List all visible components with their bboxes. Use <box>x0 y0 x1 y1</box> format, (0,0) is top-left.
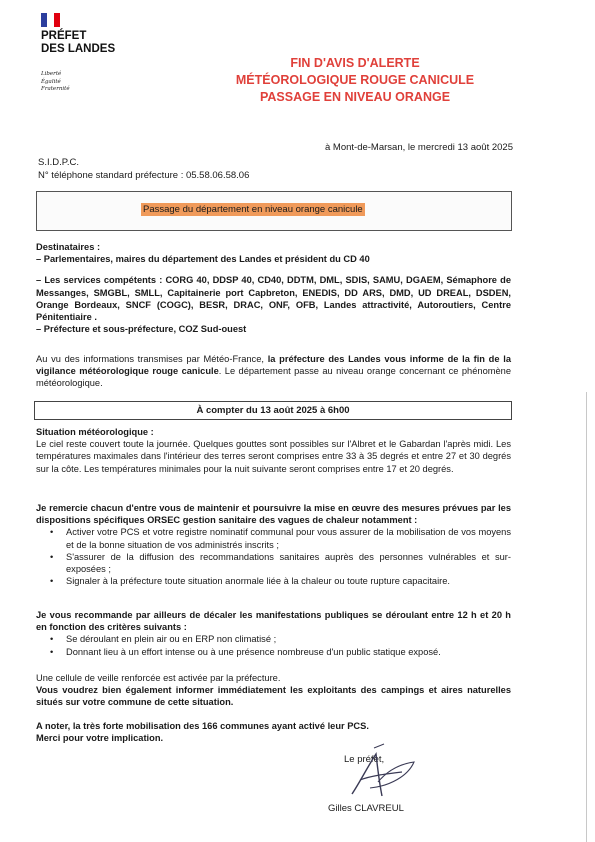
republic-motto <box>41 71 70 94</box>
document-title <box>150 55 560 106</box>
list-item: • Activer votre PCS et votre registre nominatif communal pour vous assurer de la mobilisation de vos moyens et de la bonne situation de vos administrés inscrits ; <box>36 526 511 550</box>
measures-list <box>36 526 511 587</box>
recipients-heading: Destinataires : <box>36 242 101 252</box>
thanks-line: Merci pour votre implication. <box>36 732 164 743</box>
recipients-prefecture: – Préfecture et sous-préfecture, COZ Sud-ouest <box>36 324 247 335</box>
motto-fraternite: Fraternité <box>41 86 70 92</box>
campings-instruction: Vous voudrez bien également informer immédiatement les exploitants des campings et aires naturelles situés sur votre commune de cette situation. <box>36 685 511 708</box>
prefecture-name <box>41 30 115 56</box>
intro-part2: la préfecture des Landes vous informe de la fin de la vigilance météorologique rouge canicule <box>36 354 512 377</box>
intro-part3: . Le département passe au niveau orange concernant ce phénomène météorologique. <box>36 366 511 389</box>
title-line3: PASSAGE EN NIVEAU ORANGE <box>259 90 451 104</box>
effective-date-box: À compter du 13 août 2025 à 6h00 <box>34 401 512 420</box>
service-name: S.I.D.P.C. <box>38 157 80 168</box>
list-item: • Se déroulant en plein air ou en ERP non climatisé ; <box>36 633 511 645</box>
measures-block <box>36 502 511 587</box>
cell-activation: Une cellule de veille renforcée est activée par la préfecture. <box>36 673 281 683</box>
recipients-services: – Les services compétents : CORG 40, DDSP 40, CD40, DDTM, DML, SDIS, SAMU, DGAEM, Sémaphore de Messanges, SMGBL, SMLL, Capitainerie port Capbreton, ENEDIS, DD ARS, DMD, UD DREAL, DSDEN, Orange Bordeaux, SNCF (COGC), BESR, DRAC, ONF, OFB, Landes attractivité, Autoroutiers, Centre Pénitentiaire . <box>36 275 511 323</box>
situation-text: Le ciel reste couvert toute la journée. Quelques gouttes sont possibles sur l'Albret et le Gabardan l'après midi. Les températures maximales dans l'intérieur des terres seront comprises entre 33 à 35 degrés et entre 27 et 30 degrés sur la côte. Les températures minimales pour la nuit suivante seront comprises entre 17 et 20 degrés. <box>36 439 511 474</box>
subject-highlight: Passage du département en niveau orange canicule <box>143 204 363 215</box>
intro-part1: Au vu des informations transmises par Météo-France, <box>36 354 268 364</box>
list-item: • Donnant lieu à un effort intense ou à une présence nombreuse d'un public statique exposé. <box>36 646 511 658</box>
recipients-block <box>36 241 511 335</box>
title-line1: FIN D'AVIS D'ALERTE <box>290 56 420 70</box>
list-item: • S'assurer de la diffusion des recommandations sanitaires auprès des personnes vulnérables et sur-exposées ; <box>36 551 511 575</box>
weather-situation <box>36 426 511 475</box>
closing-block <box>36 672 511 744</box>
list-item: • Signaler à la préfecture toute situation anormale liée à la chaleur ou toute rupture capacitaire. <box>36 575 511 587</box>
measures-intro: Je remercie chacun d'entre vous de maintenir et poursuivre la mise en œuvre des mesures prévues par les dispositions spécifiques ORSEC gestion sanitaire des vagues de chaleur notamment : <box>36 503 511 526</box>
title-line2: MÉTÉOROLOGIQUE ROUGE CANICULE <box>235 73 475 87</box>
signatory-name: Gilles CLAVREUL <box>328 803 404 814</box>
motto-liberte: Liberté <box>41 71 62 77</box>
events-list <box>36 633 511 657</box>
page-edge-line <box>586 392 587 842</box>
motto-egalite: Égalité <box>41 78 61 85</box>
pcs-note: A noter, la très forte mobilisation des 166 communes ayant activé leur PCS. <box>36 720 369 731</box>
phone-number: N° téléphone standard préfecture : 05.58.06.58.06 <box>38 170 250 181</box>
recipients-line1: – Parlementaires, maires du département des Landes et président du CD 40 <box>36 254 370 265</box>
handwritten-signature <box>330 742 420 802</box>
prefecture-name-line1: PRÉFET <box>41 30 87 42</box>
events-block <box>36 609 511 658</box>
events-intro: Je vous recommande par ailleurs de décaler les manifestations publiques se déroulant entre 12 h et 20 h en fonction des critères suivants : <box>36 610 511 633</box>
dateline: à Mont-de-Marsan, le mercredi 13 août 2025 <box>325 142 513 153</box>
situation-heading: Situation météorologique : <box>36 427 154 437</box>
marianne-logo <box>41 13 60 27</box>
sender-info <box>38 156 249 182</box>
intro-paragraph <box>36 353 511 390</box>
signatory-role: Le préfet, <box>344 754 385 765</box>
prefecture-name-line2: DES LANDES <box>41 43 116 55</box>
subject-box <box>36 191 512 231</box>
